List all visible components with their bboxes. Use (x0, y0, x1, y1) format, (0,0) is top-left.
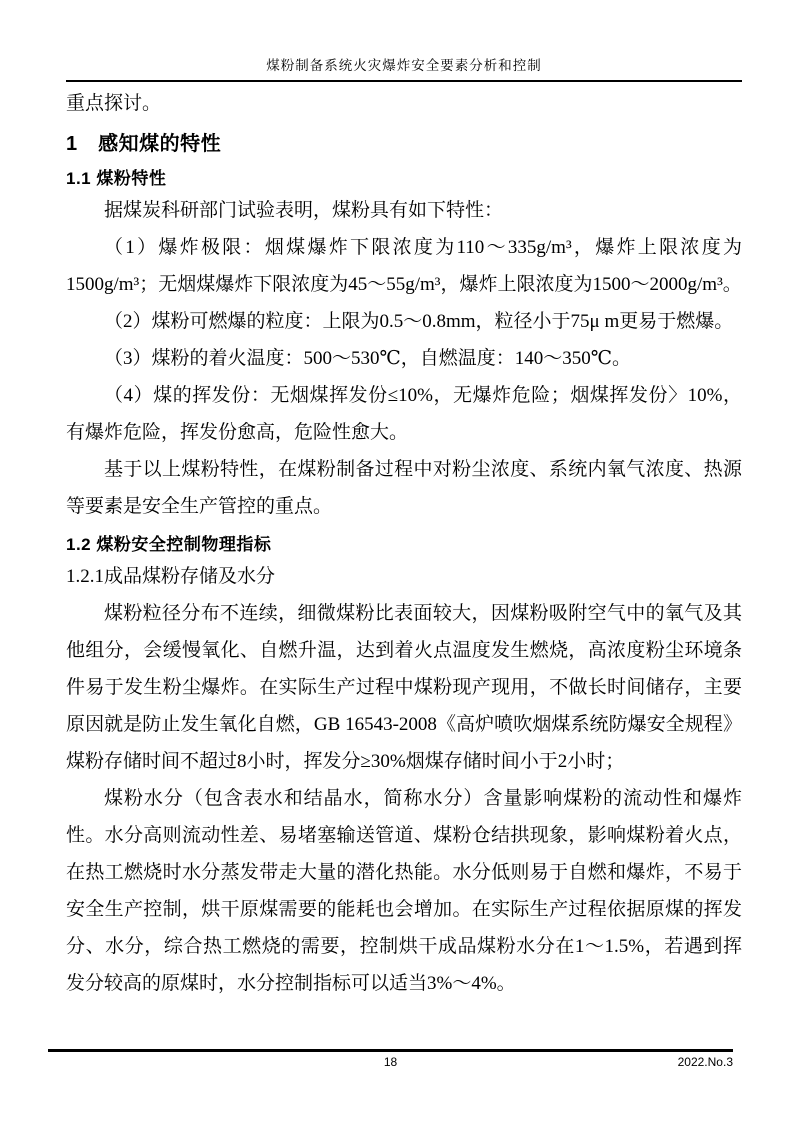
footer-row (48, 1055, 733, 1070)
footer-rule (48, 1049, 733, 1052)
paragraph-ignition-temperature: （3）煤粉的着火温度：500～530℃，自燃温度：140～350℃。 (104, 348, 632, 369)
paragraph-explosion-limits: （1）爆炸极限：烟煤爆炸下限浓度为110～335g/m³，爆炸上限浓度为1500g/m³；无烟煤爆炸下限浓度为45～55g/m³，爆炸上限浓度为1500～2000g/m³。 (66, 237, 742, 295)
section-heading-1: 1 感知煤的特性 (66, 133, 222, 155)
paragraph-coal-properties-lead: 据煤炭科研部门试验表明，煤粉具有如下特性： (104, 200, 504, 221)
issue-label: 2022.No.3 (677, 1055, 733, 1069)
page-content (66, 0, 742, 1002)
section-heading-1-2: 1.2 煤粉安全控制物理指标 (66, 535, 272, 554)
paragraph-moisture: 煤粉水分（包含表水和结晶水，简称水分）含量影响煤粉的流动性和爆炸性。水分高则流动性差、易堵塞输送管道、煤粉仓结拱现象，影响煤粉着火点，在热工燃烧时水分蒸发带走大量的潜化热能。水分低则易于自燃和爆炸，不易于安全生产控制，烘干原煤需要的能耗也会增加。在实际生产过程依据原煤的挥发分、水分，综合热工燃烧的需要，控制烘干成品煤粉水分在1～1.5%，若遇到挥发分较高的原煤时，水分控制指标可以适当3%～4%。 (66, 788, 742, 994)
article-body (66, 85, 742, 1002)
page-header (66, 0, 742, 82)
paragraph-safety-focus: 基于以上煤粉特性，在煤粉制备过程中对粉尘浓度、系统内氧气浓度、热源等要素是安全生产管控的重点。 (66, 459, 742, 517)
paragraph-storage: 煤粉粒径分布不连续，细微煤粉比表面较大，因煤粉吸附空气中的氧气及其他组分，会缓慢氧化、自燃升温，达到着火点温度发生燃烧，高浓度粉尘环境条件易于发生粉尘爆炸。在实际生产过程中煤粉现产现用，不做长时间储存，主要原因就是防止发生氧化自燃，GB 16543-2008《高炉喷吹烟煤系统防爆安全规程》煤粉存储时间不超过8小时，挥发分≥30%烟煤存储时间小于2小时； (66, 603, 742, 772)
section-heading-1-2-1: 1.2.1成品煤粉存储及水分 (66, 566, 276, 587)
page-number: 18 (383, 1055, 398, 1069)
header-rule (66, 80, 742, 82)
page-footer (48, 1049, 733, 1070)
running-title: 煤粉制备系统火灾爆炸安全要素分析和控制 (266, 58, 542, 73)
paragraph-volatile-content: （4）煤的挥发份：无烟煤挥发份≤10%，无爆炸危险；烟煤挥发份〉10%，有爆炸危险，挥发份愈高，危险性愈大。 (66, 385, 742, 443)
paragraph-particle-size: （2）煤粉可燃爆的粒度：上限为0.5～0.8mm，粒径小于75μ m更易于燃爆。 (104, 311, 734, 332)
section-heading-1-1: 1.1 煤粉特性 (66, 169, 167, 188)
intro-paragraph: 重点探讨。 (66, 93, 162, 114)
